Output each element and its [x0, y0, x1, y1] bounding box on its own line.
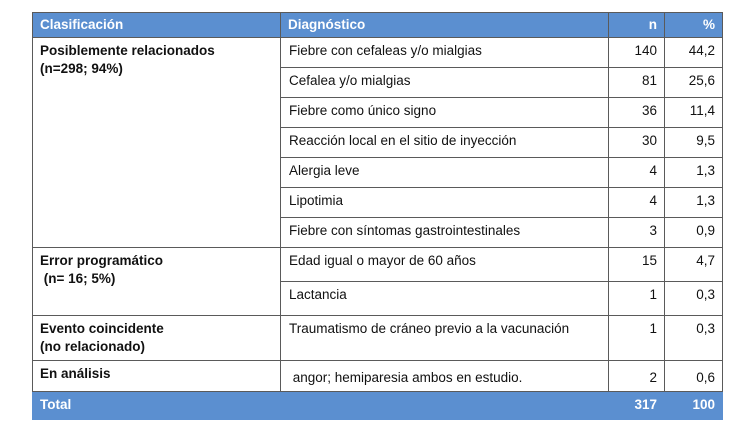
table-row	[33, 316, 723, 361]
n-cell: 3	[609, 218, 665, 248]
group-label: En análisis	[40, 366, 111, 381]
pct-cell: 0,3	[665, 316, 723, 361]
pct-cell: 0,6	[665, 361, 723, 392]
diagnosis-cell: Cefalea y/o mialgias	[281, 68, 609, 98]
group-count: (n=298; 94%)	[40, 61, 123, 76]
total-label: Total	[33, 392, 609, 420]
n-cell: 4	[609, 188, 665, 218]
group-label-cell	[33, 361, 281, 392]
pct-cell: 1,3	[665, 188, 723, 218]
header-clasificacion: Clasificación	[33, 13, 281, 38]
n-cell: 1	[609, 316, 665, 361]
group-label-cell	[33, 38, 281, 248]
group-label: Error programático	[40, 253, 164, 268]
group-count: (n= 16; 5%)	[40, 271, 116, 286]
header-n: n	[609, 13, 665, 38]
pct-cell: 25,6	[665, 68, 723, 98]
group-label-cell	[33, 248, 281, 316]
n-cell: 36	[609, 98, 665, 128]
pct-cell: 0,3	[665, 282, 723, 316]
diagnosis-cell: angor; hemiparesia ambos en estudio.	[281, 361, 609, 392]
events-table	[32, 12, 723, 420]
pct-cell: 1,3	[665, 158, 723, 188]
header-row	[33, 13, 723, 38]
header-diagnostico: Diagnóstico	[281, 13, 609, 38]
n-cell: 140	[609, 38, 665, 68]
group-label-cell	[33, 316, 281, 361]
n-cell: 1	[609, 282, 665, 316]
table-row	[33, 248, 723, 282]
group-label: Evento coincidente	[40, 321, 164, 336]
diagnosis-cell: Fiebre con síntomas gastrointestinales	[281, 218, 609, 248]
diagnosis-cell: Traumatismo de cráneo previo a la vacunación	[281, 316, 609, 361]
n-cell: 15	[609, 248, 665, 282]
n-cell: 4	[609, 158, 665, 188]
pct-cell: 44,2	[665, 38, 723, 68]
diagnosis-cell: Alergia leve	[281, 158, 609, 188]
group-label: Posiblemente relacionados	[40, 43, 215, 58]
pct-cell: 0,9	[665, 218, 723, 248]
n-cell: 30	[609, 128, 665, 158]
diagnosis-cell: Edad igual o mayor de 60 años	[281, 248, 609, 282]
pct-cell: 4,7	[665, 248, 723, 282]
total-n: 317	[609, 392, 665, 420]
total-row	[33, 392, 723, 420]
diagnosis-cell: Reacción local en el sitio de inyección	[281, 128, 609, 158]
diagnosis-cell: Fiebre con cefaleas y/o mialgias	[281, 38, 609, 68]
pct-cell: 9,5	[665, 128, 723, 158]
total-pct: 100	[665, 392, 723, 420]
header-pct: %	[665, 13, 723, 38]
pct-cell: 11,4	[665, 98, 723, 128]
diagnosis-cell: Fiebre como único signo	[281, 98, 609, 128]
n-cell: 2	[609, 361, 665, 392]
diagnosis-cell: Lipotimia	[281, 188, 609, 218]
group-count: (no relacionado)	[40, 339, 146, 354]
table-row	[33, 361, 723, 392]
table-row	[33, 38, 723, 68]
diagnosis-cell: Lactancia	[281, 282, 609, 316]
n-cell: 81	[609, 68, 665, 98]
